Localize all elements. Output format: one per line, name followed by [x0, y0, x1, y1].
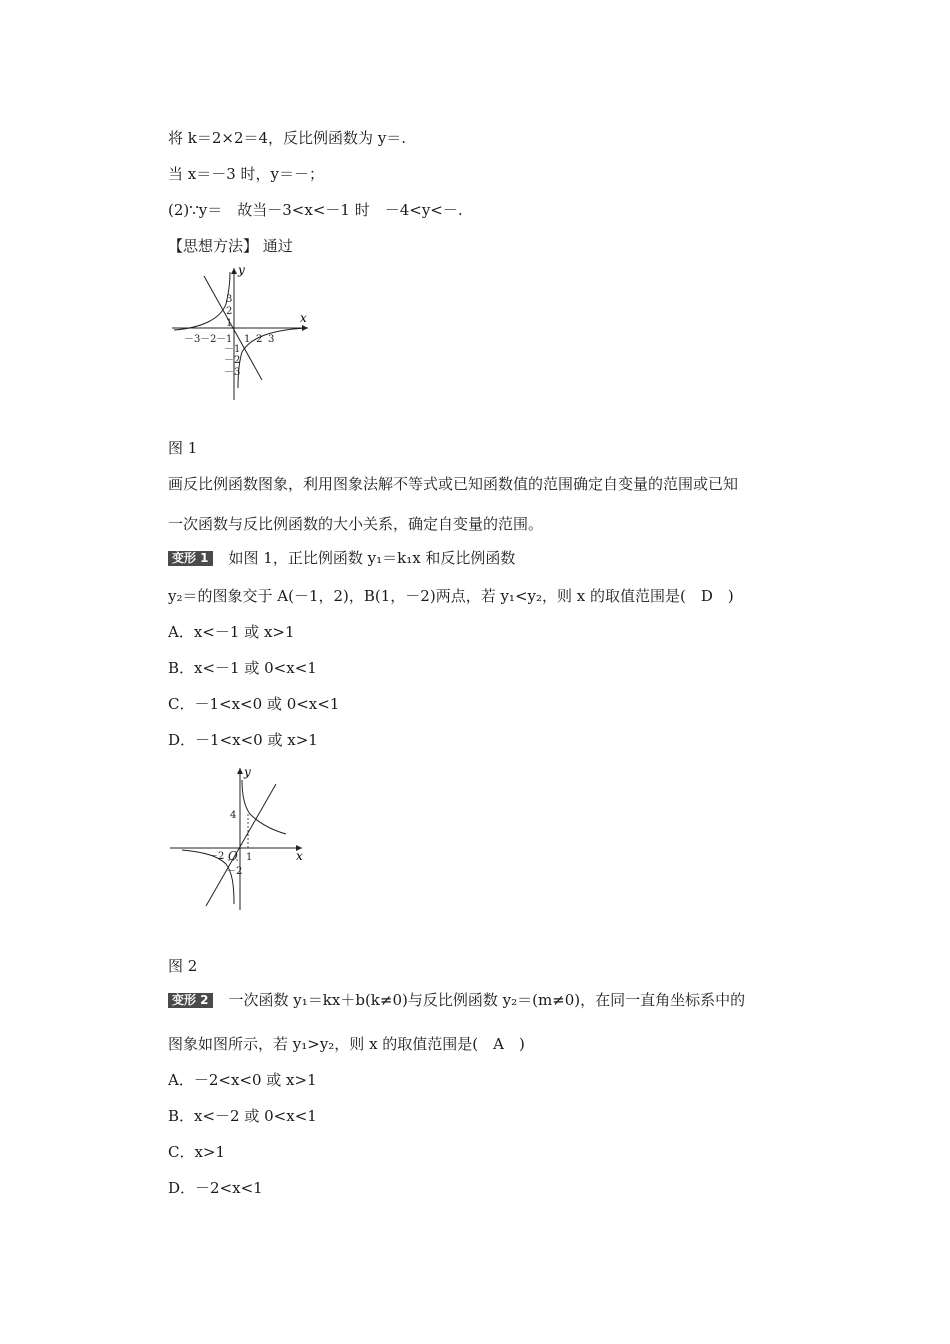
variant-2-option-d: D．－2<x<1 [168, 1179, 263, 1197]
method-text-2: 一次函数与反比例函数的大小关系，确定自变量的范围。 [168, 515, 544, 533]
fig1-x-tick: 2 [256, 334, 263, 345]
variant-1-text: 如图 1，正比例函数 y₁＝k₁x 和反比例函数 [228, 549, 516, 567]
fig1-y-tick: －3 [224, 367, 241, 378]
figure-2-caption: 图 2 [168, 957, 198, 975]
variant-1-question [168, 548, 515, 568]
fig2-y-tick: －2 [226, 866, 243, 877]
figure-2-graph [168, 764, 308, 912]
fig1-x-tick: －1 [216, 334, 233, 345]
fig1-x-tick: －2 [200, 334, 217, 345]
variant-2-text: 一次函数 y₁＝kx＋b(k≠0)与反比例函数 y₂＝(m≠0)，在同一直角坐标系中的 [228, 991, 746, 1009]
variant-1-option-d: D．－1<x<0 或 x>1 [168, 731, 318, 749]
variant-2-tag: 变形 2 [168, 993, 213, 1008]
text-line-1: 将 k＝2×2＝4，反比例函数为 y＝. [168, 129, 407, 147]
variant-2-option-c: C．x>1 [168, 1143, 226, 1161]
fig2-y-tick: 4 [230, 810, 237, 821]
figure-1-caption: 图 1 [168, 439, 198, 457]
variant-1-option-a: A．x<－1 或 x>1 [168, 623, 295, 641]
variant-1-option-b: B．x<－1 或 0<x<1 [168, 659, 317, 677]
fig2-origin-label: O [228, 849, 238, 863]
variant-2-text-2: 图象如图所示，若 y₁>y₂，则 x 的取值范围是( A ) [168, 1035, 525, 1053]
fig1-y-tick: －1 [224, 344, 241, 355]
variant-2-option-b: B．x<－2 或 0<x<1 [168, 1107, 317, 1125]
variant-2-question [168, 990, 745, 1010]
fig1-y-tick: －2 [224, 355, 241, 366]
figure-1-graph [170, 262, 315, 402]
fig1-x-tick: 3 [268, 334, 275, 345]
variant-1-option-c: C．－1<x<0 或 0<x<1 [168, 695, 340, 713]
variant-2-option-a: A．－2<x<0 或 x>1 [168, 1071, 317, 1089]
fig1-x-tick: 1 [244, 334, 251, 345]
text-line-3: (2)∵y＝ 故当－3<x<－1 时 －4<y<－. [168, 201, 463, 219]
variant-1-text-2: y₂＝的图象交于 A(－1，2)，B(1，－2)两点，若 y₁<y₂，则 x 的取值范围是( D ) [168, 587, 734, 605]
fig1-x-label: x [300, 311, 307, 325]
method-text-1: 画反比例函数图象，利用图象法解不等式或已知函数值的范围确定自变量的范围或已知 [168, 475, 739, 493]
fig2-x-tick: 1 [246, 852, 253, 863]
fig1-y-tick: 1 [226, 318, 233, 329]
fig2-x-tick: －2 [208, 851, 225, 862]
fig2-y-label: y [244, 765, 251, 779]
variant-1-tag: 变形 1 [168, 551, 213, 566]
fig2-x-label: x [296, 849, 303, 863]
fig1-y-tick: 3 [226, 294, 233, 305]
fig1-x-tick: －3 [184, 334, 201, 345]
fig1-y-tick: 2 [226, 306, 233, 317]
text-line-2: 当 x＝－3 时，y＝－； [168, 165, 325, 183]
method-heading: 【思想方法】 通过 [168, 237, 293, 255]
fig1-y-label: y [238, 263, 245, 277]
